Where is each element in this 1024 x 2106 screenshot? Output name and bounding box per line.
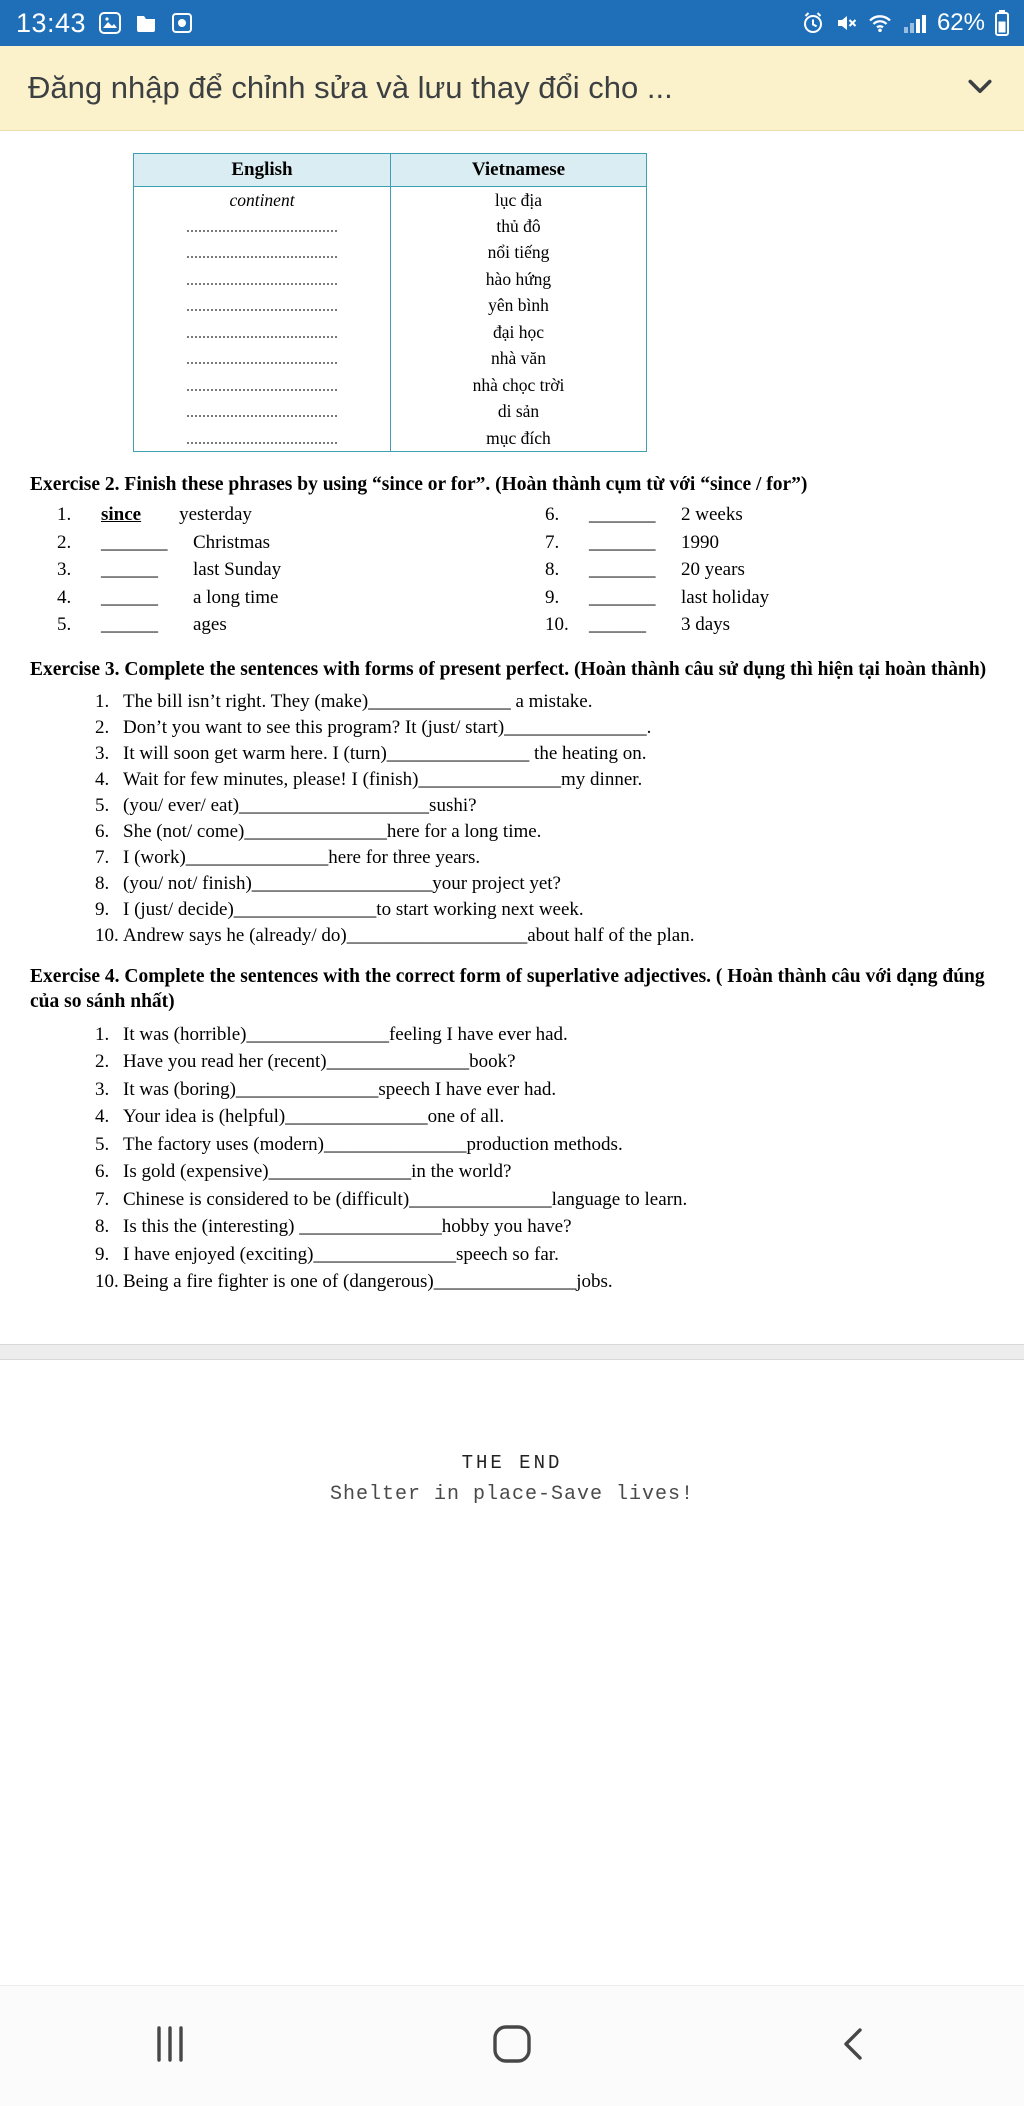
screenshot-notification-icon (170, 11, 194, 35)
exercise4-list (95, 1021, 1004, 1296)
vietnamese-word: hào hứng (485, 268, 552, 289)
exercise2-item: 3. ______ last Sunday (57, 559, 282, 580)
table-row (134, 213, 647, 240)
exercise2-item: 4. ______ a long time (57, 586, 279, 608)
exercise3-item: 2. Don’t you want to see this program? It (just/ start)_______________. (95, 716, 652, 738)
the-end-text: THE END (461, 1451, 563, 1474)
blank-line: _______ (101, 531, 168, 553)
vietnamese-word: nổi tiếng (487, 242, 550, 263)
table-row (134, 372, 647, 399)
table-row (134, 240, 647, 267)
blank-line (187, 272, 337, 285)
navigation-bar (0, 1985, 1024, 2106)
table-row (134, 266, 647, 293)
shelter-text: Shelter in place-Save lives! (329, 1482, 695, 1506)
blank-line (187, 378, 337, 391)
exercise2-item: 6. _______ 2 weeks (545, 504, 743, 525)
exercise3-item: 3. It will soon get warm here. I (turn)_______________ the heating on. (95, 742, 647, 764)
table-row (134, 425, 647, 452)
blank-line: ______ (589, 614, 646, 635)
exercise3-title: Exercise 3. Complete the sentences with forms of present perfect. (Hoàn thành câu sử dụng thì hiện tại hoàn thành) (30, 658, 987, 680)
vietnamese-word: lục địa (494, 189, 543, 210)
table-row (134, 293, 647, 320)
exercise2-list (57, 504, 1004, 642)
exercise2-title: Exercise 2. Finish these phrases by using “since or for”. (Hoàn thành cụm từ với “since / for”) (30, 474, 808, 495)
blank-line: ______ (101, 559, 158, 580)
back-button[interactable] (824, 2016, 884, 2076)
column-header-vietnamese: Vietnamese (391, 154, 647, 187)
vocab-header-row (134, 154, 647, 187)
exercise2-item: 8. _______ 20 years (545, 559, 745, 580)
vietnamese-word: nhà văn (491, 348, 546, 369)
exercise3-item: 5. (you/ ever/ eat)____________________sushi? (95, 794, 477, 816)
exercise2-item: 1. since yesterday (57, 504, 252, 525)
exercise4-item: 4. Your idea is (helpful)_______________one of all. (95, 1106, 505, 1127)
exercise3-item: 1. The bill isn’t right. They (make)_______________ a mistake. (95, 690, 593, 712)
exercise4-item: 9. I have enjoyed (exciting)_______________speech so far. (95, 1243, 559, 1265)
login-banner[interactable] (0, 46, 1024, 131)
vietnamese-word: nhà chọc trời (472, 374, 565, 395)
vocab-table (133, 153, 647, 452)
wifi-icon (867, 11, 893, 35)
exercise3-item: 9. I (just/ decide)_______________to start working next week. (95, 898, 584, 920)
vietnamese-word: thủ đô (496, 215, 541, 236)
battery-icon (994, 9, 1010, 37)
status-bar-left (16, 8, 194, 39)
blank-line: _______ (589, 586, 656, 608)
blank-line: ______ (101, 586, 158, 608)
gallery-notification-icon (98, 11, 122, 35)
blank-line (187, 325, 337, 338)
exercise3-item: 4. Wait for few minutes, please! I (finish)_______________my dinner. (95, 768, 643, 790)
exercise3-item: 6. She (not/ come)_______________here for a long time. (95, 820, 542, 842)
exercise2-item: 9. _______ last holiday (545, 586, 770, 608)
status-bar (0, 0, 1024, 46)
table-row (134, 187, 647, 214)
exercise4-item: 5. The factory uses (modern)_______________production methods. (95, 1133, 623, 1155)
blank-line: _______ (589, 504, 656, 525)
blank-line (187, 298, 337, 311)
back-icon (836, 2024, 872, 2069)
blank-line (187, 245, 337, 258)
blank-line (187, 219, 337, 232)
exercise4-item: 8. Is this the (interesting) _______________hobby you have? (95, 1216, 572, 1237)
document-viewer (0, 153, 1024, 2007)
status-bar-right (801, 9, 1010, 37)
alarm-icon (801, 11, 825, 35)
blank-line (187, 351, 337, 364)
document-footer (0, 1452, 1024, 1506)
exercise3-list (95, 689, 1004, 949)
recents-icon (150, 2024, 190, 2069)
page-break-divider (0, 1344, 1024, 1360)
exercise4-item: 3. It was (boring)_______________speech I have ever had. (95, 1078, 557, 1100)
exercise4-item: 10. Being a fire fighter is one of (dangerous)_______________jobs. (95, 1271, 613, 1292)
cellular-signal-icon (902, 11, 928, 35)
vietnamese-word: yên bình (488, 295, 549, 316)
battery-percent: 62% (936, 9, 985, 36)
english-word: continent (134, 187, 391, 214)
exercise4-item: 2. Have you read her (recent)_______________book? (95, 1051, 516, 1072)
blank-line: _______ (589, 531, 656, 553)
mute-icon (834, 11, 858, 35)
blank-line (187, 404, 337, 417)
table-row (134, 346, 647, 373)
exercise4-item: 1. It was (horrible)_______________feeling I have ever had. (95, 1023, 568, 1045)
exercise3-item: 8. (you/ not/ finish)___________________your project yet? (95, 872, 561, 894)
login-banner-text: Đăng nhập để chỉnh sửa và lưu thay đổi cho ... (28, 70, 673, 105)
chevron-down-icon[interactable] (962, 68, 998, 109)
recents-button[interactable] (140, 2016, 200, 2076)
blank-line: _______ (589, 559, 656, 580)
vietnamese-word: mục đích (486, 427, 551, 448)
home-icon (491, 2023, 533, 2070)
table-row (134, 399, 647, 426)
column-header-english: English (134, 154, 391, 187)
blank-line: ______ (101, 614, 158, 635)
exercise2-item: 2. _______ Christmas (57, 531, 271, 553)
exercise2-item: 7. _______ 1990 (545, 531, 719, 553)
exercise3-item: 7. I (work)_______________here for three years. (95, 846, 481, 868)
vietnamese-word: đại học (492, 321, 545, 342)
clock-time: 13:43 (16, 7, 87, 38)
exercise2-item: 10. ______ 3 days (545, 614, 731, 635)
blank-line (187, 431, 337, 444)
answer-since: since (101, 504, 142, 525)
exercise3-item: 10. Andrew says he (already/ do)___________________about half of the plan. (95, 924, 695, 946)
vietnamese-word: di sản (497, 401, 540, 422)
table-row (134, 319, 647, 346)
exercise2-item: 5. ______ ages (57, 614, 227, 635)
home-button[interactable] (482, 2016, 542, 2076)
exercise4-item: 6. Is gold (expensive)_______________in the world? (95, 1161, 512, 1182)
exercise4-item: 7. Chinese is considered to be (difficult)_______________language to learn. (95, 1188, 688, 1210)
folder-notification-icon (134, 11, 158, 35)
exercise4-title: Exercise 4. Complete the sentences with the correct form of superlative adjectives. ( Hoàn thành câu với dạng đúng của so sánh nhất) (30, 965, 985, 1012)
